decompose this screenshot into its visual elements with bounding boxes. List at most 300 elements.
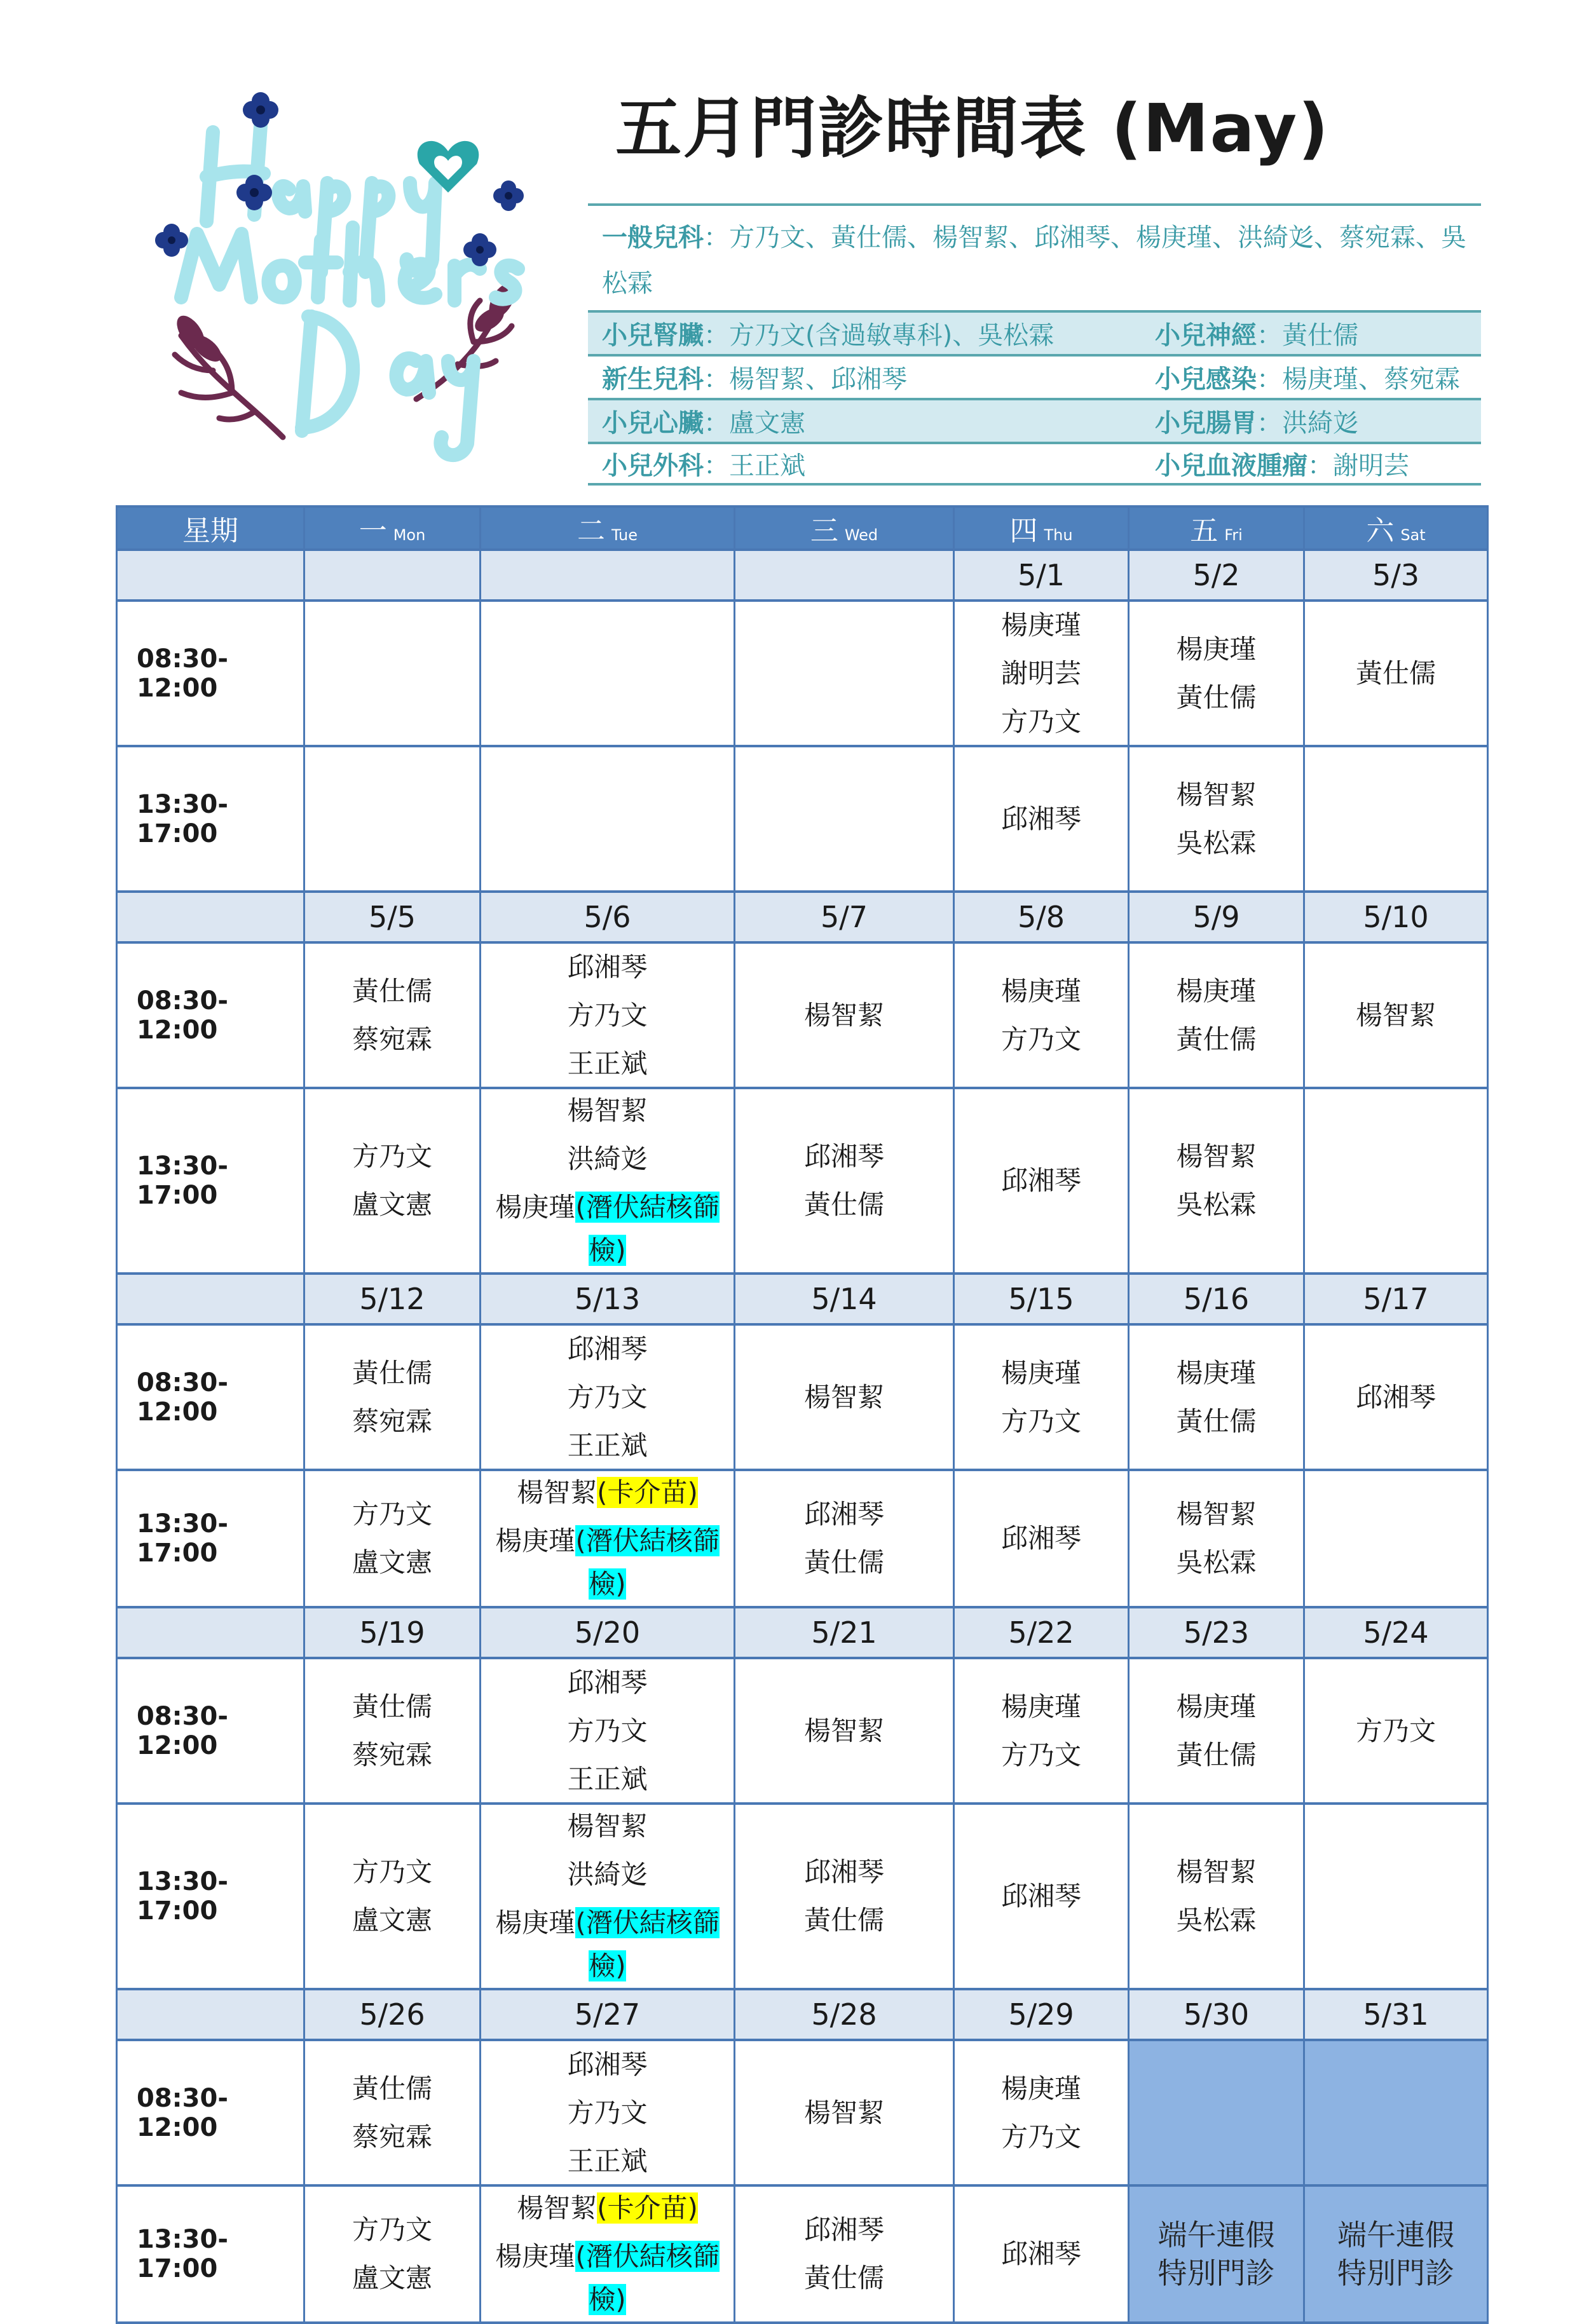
- doctor-name: 邱湘琴: [567, 1666, 648, 1698]
- doctor-entry: [1176, 1400, 1256, 1443]
- dept-entry: [602, 445, 1155, 482]
- holiday-cell: [1304, 2185, 1488, 2323]
- doctor-name: 王正斌: [567, 1429, 648, 1461]
- doctor-cell: [1304, 746, 1488, 892]
- doctor-name: 黃仕儒: [803, 1189, 884, 1220]
- doctor-name: 邱湘琴: [567, 951, 648, 982]
- doctor-entry: [1001, 1400, 1081, 1443]
- latent-tb-screening-note: (潛伏結核篩檢): [575, 1192, 720, 1266]
- dept-general-label: 一般兒科: [602, 223, 704, 252]
- doctor-list: [481, 1471, 734, 1606]
- doctor-entry: [517, 2187, 698, 2230]
- doctor-entry: [352, 2208, 432, 2252]
- date-cell: [735, 550, 954, 601]
- doctor-name: 盧文憲: [352, 1547, 432, 1578]
- doctor-cell: [1304, 1470, 1488, 1607]
- doctor-list: [955, 1352, 1128, 1443]
- doctor-name: 王正斌: [567, 1763, 648, 1795]
- dept-general: [588, 203, 1481, 310]
- doctor-list: [955, 1159, 1128, 1202]
- doctor-name: 楊庚瑾: [495, 1192, 576, 1223]
- dept-doctors: ：楊庚瑾、蔡宛霖: [1257, 365, 1460, 394]
- doctor-entry: [1176, 676, 1256, 719]
- date-cell: 5/13: [481, 1274, 735, 1324]
- date-cell: 5/12: [304, 1274, 481, 1324]
- doctor-entry: [1356, 652, 1436, 695]
- dept-row: [588, 442, 1481, 486]
- doctor-cell: [1129, 942, 1304, 1088]
- doctor-list: [1305, 1709, 1487, 1753]
- doctor-name: 楊庚瑾: [1176, 633, 1257, 665]
- doctor-list: [735, 1135, 953, 1227]
- doctor-entry: [481, 1901, 734, 1988]
- doctor-entry: [1001, 1734, 1081, 1777]
- date-cell: 5/15: [954, 1274, 1129, 1324]
- date-cell: 5/17: [1304, 1274, 1488, 1324]
- date-cell: 5/2: [1129, 550, 1304, 601]
- doctor-cell: [304, 1804, 481, 1989]
- doctor-name: 方乃文: [352, 1141, 432, 1172]
- doctor-list: [955, 970, 1128, 1061]
- doctor-name: 王正斌: [567, 2145, 648, 2177]
- doctor-list: [1130, 970, 1303, 1061]
- doctor-name: 楊智絜: [517, 1477, 597, 1508]
- doctor-entry: [352, 1135, 432, 1178]
- doctor-name: 方乃文: [567, 999, 648, 1031]
- weekday-header-label: 星期: [117, 506, 304, 550]
- doctor-list: [1130, 1851, 1303, 1942]
- dept-doctors: ：黃仕儒: [1257, 321, 1358, 350]
- department-panel: [588, 203, 1481, 486]
- doctor-cell: [304, 746, 481, 892]
- doctor-cell: [735, 601, 954, 746]
- date-cell: 5/10: [1304, 892, 1488, 942]
- doctor-cell: [1304, 942, 1488, 1088]
- doctor-list: [735, 2091, 953, 2135]
- doctor-cell: [304, 2040, 481, 2185]
- doctor-name: 盧文憲: [352, 1189, 432, 1220]
- doctor-entry: [352, 2257, 432, 2300]
- schedule-table: [116, 505, 1489, 2324]
- doctor-cell: [735, 942, 954, 1088]
- afternoon-row: [117, 1804, 1488, 1989]
- doctor-name: 邱湘琴: [567, 2048, 648, 2080]
- doctor-name: 洪綺彣: [567, 1859, 648, 1890]
- holiday-cell: [1129, 2040, 1304, 2185]
- date-cell: 5/6: [481, 892, 735, 942]
- doctor-name: 方乃文: [1000, 1739, 1081, 1770]
- doctor-entry: [1176, 773, 1256, 817]
- doctor-name: 盧文憲: [352, 1905, 432, 1936]
- date-cell: 5/21: [735, 1607, 954, 1658]
- doctor-name: 楊庚瑾: [1000, 975, 1081, 1007]
- doctor-list: [1130, 1685, 1303, 1777]
- doctor-cell: [954, 746, 1129, 892]
- bcg-vaccine-note: (卡介苗): [597, 1477, 698, 1508]
- doctor-cell: [481, 942, 735, 1088]
- doctor-cell: [481, 746, 735, 892]
- doctor-cell: [481, 1088, 735, 1274]
- doctor-entry: [352, 1851, 432, 1894]
- doctor-entry: [1176, 1734, 1256, 1777]
- doctor-entry: [1176, 1541, 1256, 1584]
- latent-tb-screening-note: (潛伏結核篩檢): [575, 2241, 720, 2315]
- doctor-cell: [304, 1470, 481, 1607]
- date-cell: 5/28: [735, 1989, 954, 2040]
- doctor-entry: [567, 1709, 647, 1753]
- doctor-entry: [1176, 1183, 1256, 1227]
- doctor-name: 楊智絜: [803, 999, 884, 1031]
- doctor-name: 楊庚瑾: [1000, 1357, 1081, 1389]
- doctor-list: [305, 1135, 479, 1227]
- doctor-cell: [304, 1658, 481, 1804]
- doctor-cell: [1304, 601, 1488, 746]
- doctor-name: 楊庚瑾: [495, 2241, 576, 2272]
- doctor-cell: [735, 1324, 954, 1470]
- time-cell: 08:30-12:00: [117, 1658, 304, 1804]
- dept-doctors: ：謝明芸: [1307, 451, 1409, 480]
- doctor-name: 方乃文: [1000, 705, 1081, 737]
- date-row: [117, 550, 1488, 601]
- date-row-spacer: [117, 1989, 304, 2040]
- doctor-list: [735, 1376, 953, 1419]
- doctor-name: 方乃文: [1000, 2121, 1081, 2152]
- doctor-cell: [954, 1088, 1129, 1274]
- doctor-entry: [804, 2257, 884, 2300]
- doctor-entry: [567, 1042, 647, 1085]
- doctor-list: [481, 946, 734, 1085]
- doctor-entry: [352, 2067, 432, 2110]
- dept-label: 小兒腎臟: [602, 321, 704, 350]
- doctor-cell: [954, 942, 1129, 1088]
- doctor-name: 方乃文: [352, 1498, 432, 1530]
- doctor-entry: [1001, 1875, 1081, 1918]
- date-cell: 5/29: [954, 1989, 1129, 2040]
- afternoon-row: [117, 2185, 1488, 2323]
- time-cell: 13:30-17:00: [117, 1804, 304, 1989]
- date-cell: 5/27: [481, 1989, 735, 2040]
- doctor-name: 洪綺彣: [567, 1143, 648, 1174]
- doctor-entry: [1001, 1352, 1081, 1395]
- doctor-entry: [804, 1899, 884, 1942]
- doctor-list: [481, 2043, 734, 2183]
- doctor-cell: [481, 2040, 735, 2185]
- doctor-entry: [1001, 604, 1081, 647]
- time-cell: 08:30-12:00: [117, 1324, 304, 1470]
- doctor-name: 方乃文: [1355, 1715, 1436, 1746]
- doctor-entry: [804, 1851, 884, 1894]
- time-cell: 13:30-17:00: [117, 746, 304, 892]
- doctor-name: 黃仕儒: [803, 1547, 884, 1578]
- date-row: [117, 1989, 1488, 2040]
- doctor-name: 黃仕儒: [352, 1357, 432, 1389]
- doctor-name: 邱湘琴: [803, 1498, 884, 1530]
- doctor-cell: [735, 1088, 954, 1274]
- doctor-entry: [352, 1685, 432, 1729]
- holiday-cell: [1129, 2185, 1304, 2323]
- doctor-name: 邱湘琴: [1000, 2238, 1081, 2269]
- doctor-entry: [481, 1519, 734, 1606]
- morning-row: [117, 601, 1488, 746]
- doctor-name: 邱湘琴: [1000, 1165, 1081, 1196]
- doctor-cell: [481, 601, 735, 746]
- doctor-entry: [1176, 1685, 1256, 1729]
- doctor-entry: [1176, 1018, 1256, 1061]
- weekday-header-sat: 六 Sat: [1304, 506, 1488, 550]
- doctor-name: 黃仕儒: [803, 2262, 884, 2293]
- doctor-entry: [1176, 1851, 1256, 1894]
- doctor-entry: [804, 2091, 884, 2135]
- doctor-entry: [1001, 1159, 1081, 1202]
- dept-label: 小兒腸胃: [1155, 409, 1257, 438]
- doctor-list: [1130, 773, 1303, 865]
- doctor-cell: [1129, 1804, 1304, 1989]
- doctor-list: [481, 1089, 734, 1272]
- doctor-name: 楊智絜: [517, 2192, 597, 2224]
- doctor-entry: [567, 946, 647, 989]
- date-cell: 5/24: [1304, 1607, 1488, 1658]
- doctor-name: 黃仕儒: [352, 1690, 432, 1722]
- doctor-entry: [481, 2235, 734, 2321]
- doctor-list: [305, 970, 479, 1061]
- doctor-entry: [567, 1661, 647, 1704]
- doctor-list: [481, 1328, 734, 1467]
- date-cell: 5/7: [735, 892, 954, 942]
- doctor-entry: [1001, 970, 1081, 1013]
- doctor-entry: [1176, 1899, 1256, 1942]
- weekday-header-wed: 三 Wed: [735, 506, 954, 550]
- date-cell: 5/30: [1129, 1989, 1304, 2040]
- doctor-cell: [954, 1470, 1129, 1607]
- doctor-name: 吳松霖: [1176, 827, 1257, 859]
- doctor-entry: [1001, 700, 1081, 744]
- doctor-entry: [1176, 822, 1256, 865]
- doctor-name: 方乃文: [1000, 1405, 1081, 1437]
- doctor-name: 楊智絜: [1176, 1498, 1257, 1530]
- doctor-cell: [735, 1470, 954, 1607]
- doctor-name: 黃仕儒: [1176, 1023, 1257, 1055]
- doctor-entry: [1001, 652, 1081, 695]
- holiday-label: 特別門診: [1157, 2256, 1275, 2290]
- doctor-name: 楊智絜: [567, 1095, 648, 1126]
- doctor-cell: [735, 746, 954, 892]
- doctor-name: 黃仕儒: [1355, 657, 1436, 689]
- doctor-cell: [481, 1804, 735, 1989]
- doctor-entry: [1176, 628, 1256, 671]
- dept-general-doctors: ：方乃文、黃仕儒、楊智絜、邱湘琴、楊庚瑾、洪綺彣、蔡宛霖、吳松霖: [602, 223, 1466, 298]
- doctor-name: 楊智絜: [803, 2096, 884, 2128]
- weekday-header-tue: 二 Tue: [481, 506, 735, 550]
- doctor-name: 方乃文: [567, 2096, 648, 2128]
- doctor-cell: [481, 1470, 735, 1607]
- date-row: [117, 1274, 1488, 1324]
- doctor-name: 方乃文: [567, 1381, 648, 1413]
- doctor-list: [735, 994, 953, 1037]
- doctor-list: [305, 1352, 479, 1443]
- doctor-entry: [1001, 1685, 1081, 1729]
- doctor-list: [481, 1805, 734, 1988]
- doctor-name: 邱湘琴: [1000, 803, 1081, 834]
- doctor-name: 楊庚瑾: [1176, 975, 1257, 1007]
- doctor-entry: [804, 1541, 884, 1584]
- doctor-cell: [1129, 601, 1304, 746]
- doctor-name: 楊庚瑾: [495, 1525, 576, 1556]
- morning-row: [117, 1324, 1488, 1470]
- dept-label: 小兒心臟: [602, 409, 704, 438]
- doctor-cell: [304, 1324, 481, 1470]
- doctor-entry: [567, 1089, 647, 1132]
- doctor-entry: [567, 1758, 647, 1801]
- dept-label: 新生兒科: [602, 365, 704, 394]
- date-row-spacer: [117, 1607, 304, 1658]
- doctor-name: 蔡宛霖: [352, 1023, 432, 1055]
- doctor-cell: [735, 2040, 954, 2185]
- doctor-entry: [1001, 2067, 1081, 2110]
- doctor-entry: [567, 1805, 647, 1848]
- doctor-name: 黃仕儒: [1176, 1739, 1257, 1770]
- doctor-name: 黃仕儒: [803, 1905, 884, 1936]
- time-cell: 13:30-17:00: [117, 1470, 304, 1607]
- doctor-entry: [352, 970, 432, 1013]
- doctor-list: [305, 1851, 479, 1942]
- doctor-name: 楊智絜: [1176, 1856, 1257, 1887]
- date-cell: [304, 550, 481, 601]
- doctor-name: 吳松霖: [1176, 1189, 1257, 1220]
- dept-doctors: ：方乃文(含過敏專科)、吳松霖: [704, 321, 1055, 350]
- page-title: 五月門診時間表 (May): [615, 90, 1330, 167]
- doctor-entry: [1001, 2116, 1081, 2159]
- dept-entry: [1155, 403, 1467, 439]
- happy-mothers-day-logo: [137, 81, 543, 463]
- dept-entry: [602, 315, 1155, 351]
- doctor-list: [955, 798, 1128, 841]
- doctor-list: [1305, 1376, 1487, 1419]
- doctor-name: 方乃文: [1000, 1023, 1081, 1055]
- doctor-entry: [352, 1183, 432, 1227]
- date-cell: 5/8: [954, 892, 1129, 942]
- doctor-entry: [567, 1424, 647, 1467]
- doctor-name: 黃仕儒: [352, 2072, 432, 2104]
- dept-row: [588, 310, 1481, 354]
- doctor-cell: [1304, 1658, 1488, 1804]
- time-cell: 08:30-12:00: [117, 2040, 304, 2185]
- doctor-list: [955, 2067, 1128, 2159]
- holiday-label: 端午連假: [1337, 2218, 1454, 2252]
- date-row: [117, 892, 1488, 942]
- doctor-cell: [1129, 1470, 1304, 1607]
- doctor-cell: [954, 601, 1129, 746]
- doctor-entry: [1001, 1018, 1081, 1061]
- doctor-entry: [1001, 1517, 1081, 1560]
- doctor-name: 楊庚瑾: [1000, 2072, 1081, 2104]
- doctor-entry: [1176, 1493, 1256, 1536]
- time-cell: 08:30-12:00: [117, 601, 304, 746]
- doctor-entry: [1356, 1709, 1436, 1753]
- doctor-name: 楊智絜: [803, 1715, 884, 1746]
- latent-tb-screening-note: (潛伏結核篩檢): [575, 1907, 720, 1981]
- date-cell: 5/19: [304, 1607, 481, 1658]
- latent-tb-screening-note: (潛伏結核篩檢): [575, 1525, 720, 1600]
- doctor-entry: [517, 1471, 698, 1514]
- doctor-cell: [1129, 1324, 1304, 1470]
- doctor-list: [955, 1875, 1128, 1918]
- doctor-entry: [804, 2208, 884, 2252]
- doctor-cell: [954, 1804, 1129, 1989]
- doctor-cell: [1129, 1658, 1304, 1804]
- weekday-header-row: [117, 506, 1488, 550]
- dept-entry: [1155, 315, 1467, 351]
- doctor-name: 蔡宛霖: [352, 1405, 432, 1437]
- doctor-name: 楊智絜: [1176, 1141, 1257, 1172]
- doctor-entry: [567, 1138, 647, 1181]
- doctor-entry: [1176, 1135, 1256, 1178]
- doctor-name: 吳松霖: [1176, 1905, 1257, 1936]
- doctor-list: [481, 1661, 734, 1801]
- dept-row: [588, 354, 1481, 398]
- doctor-name: 黃仕儒: [1176, 681, 1257, 713]
- doctor-cell: [1304, 1324, 1488, 1470]
- dept-label: 小兒神經: [1155, 321, 1257, 350]
- doctor-entry: [1176, 970, 1256, 1013]
- doctor-entry: [352, 2116, 432, 2159]
- dept-label: 小兒血液腫瘤: [1155, 451, 1307, 480]
- doctor-name: 楊智絜: [1176, 778, 1257, 810]
- dept-doctors: ：洪綺彣: [1257, 409, 1358, 438]
- afternoon-row: [117, 1470, 1488, 1607]
- dept-doctors: ：楊智絜、邱湘琴: [704, 365, 907, 394]
- time-cell: 08:30-12:00: [117, 942, 304, 1088]
- doctor-entry: [481, 1186, 734, 1272]
- doctor-list: [305, 1493, 479, 1584]
- doctor-name: 楊庚瑾: [1176, 1357, 1257, 1389]
- holiday-label: 特別門診: [1337, 2256, 1454, 2290]
- date-cell: 5/20: [481, 1607, 735, 1658]
- doctor-list: [955, 604, 1128, 744]
- doctor-list: [1130, 1135, 1303, 1227]
- doctor-cell: [735, 1804, 954, 1989]
- doctor-name: 邱湘琴: [1000, 1880, 1081, 1912]
- doctor-cell: [954, 2040, 1129, 2185]
- doctor-cell: [735, 2185, 954, 2323]
- doctor-entry: [567, 1376, 647, 1419]
- dept-label: 小兒外科: [602, 451, 704, 480]
- doctor-list: [305, 2208, 479, 2300]
- weekday-header-thu: 四 Thu: [954, 506, 1129, 550]
- doctor-entry: [567, 2140, 647, 2183]
- doctor-entry: [1001, 2232, 1081, 2276]
- dept-entry: [602, 359, 1155, 395]
- date-cell: 5/5: [304, 892, 481, 942]
- doctor-list: [1305, 994, 1487, 1037]
- doctor-entry: [1176, 1352, 1256, 1395]
- date-cell: 5/9: [1129, 892, 1304, 942]
- doctor-name: 邱湘琴: [1000, 1523, 1081, 1554]
- date-cell: 5/22: [954, 1607, 1129, 1658]
- doctor-entry: [352, 1400, 432, 1443]
- doctor-name: 方乃文: [352, 1856, 432, 1887]
- date-cell: 5/14: [735, 1274, 954, 1324]
- doctor-entry: [352, 1352, 432, 1395]
- doctor-name: 王正斌: [567, 1047, 648, 1079]
- weekday-header-fri: 五 Fri: [1129, 506, 1304, 550]
- doctor-entry: [567, 2043, 647, 2086]
- morning-row: [117, 1658, 1488, 1804]
- doctor-list: [1130, 628, 1303, 719]
- doctor-list: [735, 2208, 953, 2300]
- doctor-entry: [567, 1328, 647, 1371]
- doctor-list: [1130, 1493, 1303, 1584]
- doctor-entry: [352, 1734, 432, 1777]
